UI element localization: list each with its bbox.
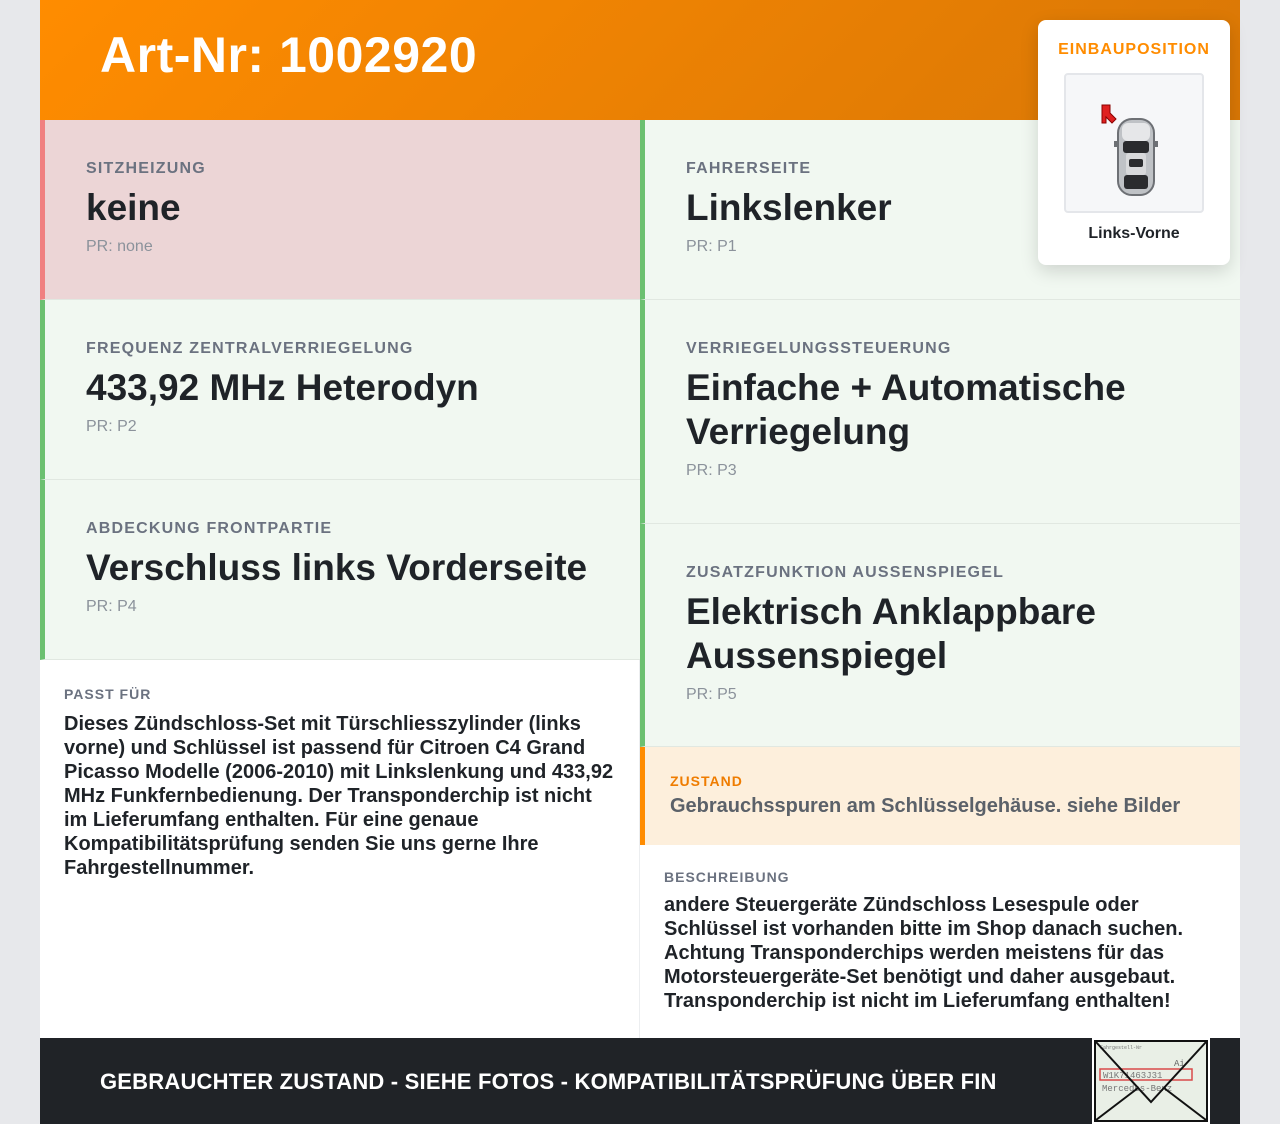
spec-label: VERRIEGELUNGSSTEUERUNG bbox=[686, 340, 952, 357]
spec-label: ABDECKUNG FRONTPARTIE bbox=[86, 520, 333, 537]
article-number-title: Art-Nr: 1002920 bbox=[100, 27, 478, 83]
spec-pr-code: PR: P3 bbox=[686, 462, 737, 479]
spec-central-locking-frequency bbox=[40, 300, 640, 480]
spec-value: Linkslenker bbox=[686, 187, 892, 228]
installation-position-card bbox=[1038, 20, 1230, 265]
footer-banner bbox=[40, 1038, 1240, 1124]
condition-label: ZUSTAND bbox=[670, 773, 743, 789]
fits-for-label: PASST FÜR bbox=[64, 686, 152, 702]
spec-value: keine bbox=[86, 187, 181, 228]
spec-value: Elektrisch Anklappbare Aussenspiegel bbox=[686, 591, 1096, 676]
product-sheet bbox=[40, 0, 1240, 1124]
spec-pr-code: PR: P5 bbox=[686, 686, 737, 703]
svg-text:Ai: Ai bbox=[1174, 1059, 1185, 1069]
spec-pr-code: PR: P1 bbox=[686, 238, 737, 255]
description-section bbox=[640, 845, 1240, 1039]
envelope-icon bbox=[1094, 1040, 1208, 1122]
spec-value: Einfache + Automatische Verriegelung bbox=[686, 367, 1126, 452]
fin-envelope-icon bbox=[1092, 1038, 1210, 1124]
spec-column-left bbox=[40, 120, 640, 879]
spec-value: Verschluss links Vorderseite bbox=[86, 547, 588, 588]
spec-pr-code: PR: none bbox=[86, 238, 153, 255]
car-position-image bbox=[1064, 73, 1204, 213]
fits-for-section bbox=[40, 660, 640, 1038]
spec-pr-code: PR: P2 bbox=[86, 418, 137, 435]
spec-label: SITZHEIZUNG bbox=[86, 160, 206, 177]
spec-pr-code: PR: P4 bbox=[86, 598, 137, 615]
description-text: andere Steuergeräte Zündschloss Lesespule oder Schlüssel ist vorhanden bitte im Shop danach suchen. Achtung Transponderchips werden meistens für das Motorsteuergeräte-Set benötigt und daher ausgebaut. Transponderchip ist nicht im Lieferumfang enthalten! bbox=[664, 894, 1183, 1012]
spec-label: FREQUENZ ZENTRALVERRIEGELUNG bbox=[86, 340, 414, 357]
spec-front-cover bbox=[40, 480, 640, 660]
spec-locking-control bbox=[640, 300, 1240, 524]
car-top-view-icon bbox=[1066, 75, 1202, 211]
installation-position-label: EINBAUPOSITION bbox=[1058, 41, 1210, 58]
footer-text: GEBRAUCHTER ZUSTAND - SIEHE FOTOS - KOMPATIBILITÄTSPRÜFUNG ÜBER FIN bbox=[100, 1069, 997, 1094]
svg-text:Mercedes-Benz: Mercedes-Benz bbox=[1102, 1084, 1173, 1094]
spec-mirror-function bbox=[640, 524, 1240, 747]
spec-seat-heating bbox=[40, 120, 640, 300]
spec-label: FAHRERSEITE bbox=[686, 160, 812, 177]
description-label: BESCHREIBUNG bbox=[664, 869, 790, 885]
condition-text: Gebrauchsspuren am Schlüsselgehäuse. siehe Bilder bbox=[670, 795, 1181, 817]
svg-text:Fahrgestell-Nr: Fahrgestell-Nr bbox=[1100, 1045, 1143, 1051]
svg-text:W1K71463J31: W1K71463J31 bbox=[1103, 1071, 1163, 1081]
condition-section bbox=[640, 747, 1240, 845]
spec-label: ZUSATZFUNKTION AUSSENSPIEGEL bbox=[686, 564, 1005, 581]
fits-for-text: Dieses Zündschloss-Set mit Türschliesszylinder (links vorne) und Schlüssel ist passend für Citroen C4 Grand Picasso Modelle (2006-2010) mit Linkslenkung und 433,92 MHz Funkfernbedienung. Der Transponderchip ist nicht im Lieferumfang enthalten. Für eine genaue Kompatibilitätsprüfung senden Sie uns gerne Ihre Fahrgestellnummer. bbox=[64, 713, 614, 879]
installation-position-value: Links-Vorne bbox=[1088, 225, 1180, 242]
spec-value: 433,92 MHz Heterodyn bbox=[86, 367, 479, 408]
